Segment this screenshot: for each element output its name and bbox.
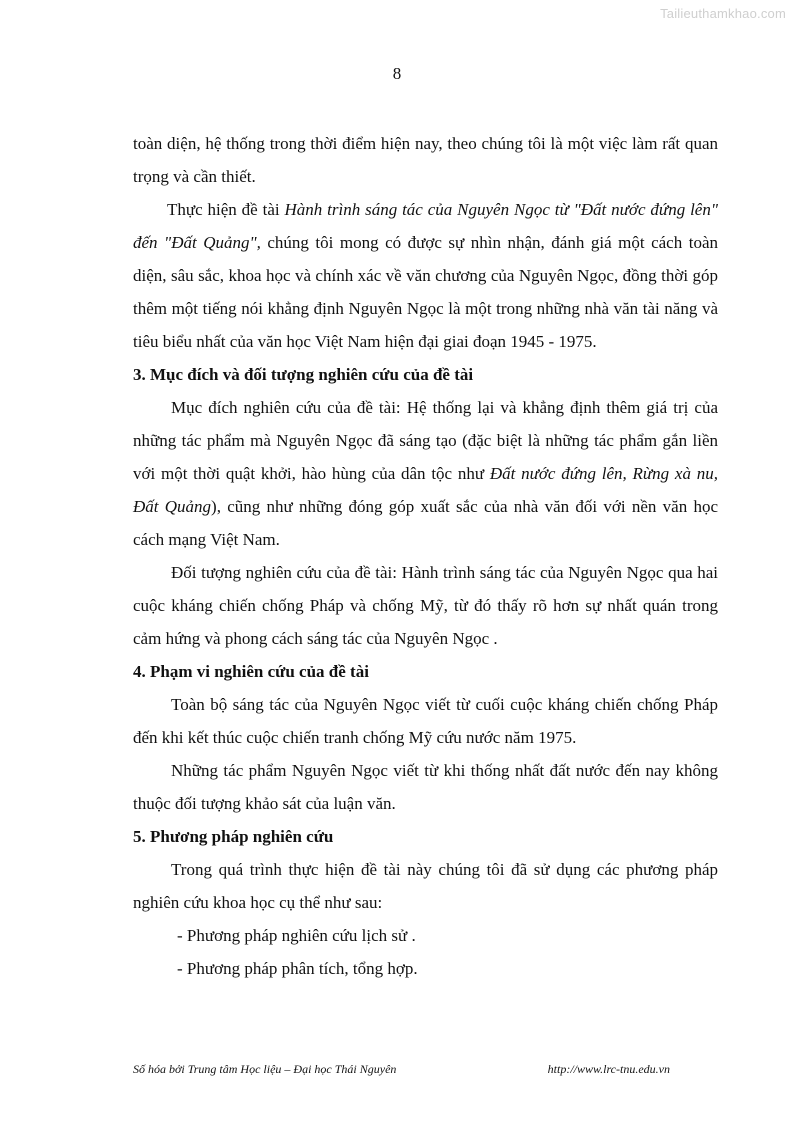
footer-institution: Số hóa bởi Trung tâm Học liệu – Đại học Thái Nguyên — [133, 1062, 397, 1076]
paragraph-scope-excluded: Những tác phẩm Nguyên Ngọc viết từ khi thống nhất đất nước đến nay không thuộc đối tượng khảo sát của luận văn. — [133, 761, 718, 813]
paragraph-topic — [133, 193, 718, 358]
paragraph-purpose-lead: Mục đích nghiên cứu của đề tài: Hệ thống lại và khẳng định thêm giá trị của những tác phẩm mà Nguyên Ngọc đã sáng tạo (đặc biệt là những tác phẩm gắn liền với một thời quật khởi, hào hùng của dân tộc như — [133, 398, 718, 483]
page-number: 8 — [392, 64, 402, 83]
paragraph-intro-continued: toàn diện, hệ thống trong thời điểm hiện nay, theo chúng tôi là một việc làm rất quan trọng và cần thiết. — [133, 134, 718, 186]
thesis-title: Hành trình sáng tác của Nguyên Ngọc từ "Đất nước đứng lên" đến "Đất Quảng", — [133, 200, 718, 252]
list-item: - Phương pháp nghiên cứu lịch sử . — [177, 926, 416, 945]
section-heading-3: 3. Mục đích và đối tượng nghiên cứu của đề tài — [133, 365, 474, 384]
page-footer — [133, 1062, 718, 1077]
section-heading-5: 5. Phương pháp nghiên cứu — [133, 827, 334, 846]
section-heading-4: 4. Phạm vi nghiên cứu của đề tài — [133, 662, 369, 681]
footer-url: http://www.lrc-tnu.edu.vn — [547, 1062, 670, 1076]
paragraph-topic-lead: Thực hiện đề tài — [167, 200, 285, 219]
paragraph-topic-rest: chúng tôi mong có được sự nhìn nhận, đánh giá một cách toàn diện, sâu sắc, khoa học và chính xác về văn chương của Nguyên Ngọc, đồng thời góp thêm một tiếng nói khẳng định Nguyên Ngọc là một trong những nhà văn tài năng và tiêu biểu nhất của văn học Việt Nam hiện đại giai đoạn 1945 - 1975. — [133, 233, 718, 351]
watermark-text: Tailieuthamkhao.com — [660, 6, 786, 21]
paragraph-purpose-rest: ), cũng như những đóng góp xuất sắc của nhà văn đối với nền văn học cách mạng Việt Nam. — [133, 497, 718, 549]
page-content — [133, 127, 718, 985]
paragraph-purpose — [133, 391, 718, 556]
methods-list — [133, 919, 718, 985]
paragraph-scope-included: Toàn bộ sáng tác của Nguyên Ngọc viết từ cuối cuộc kháng chiến chống Pháp đến khi kết thúc cuộc chiến tranh chống Mỹ cứu nước năm 1975. — [133, 695, 718, 747]
works-list: Đất nước đứng lên, Rừng xà nu, Đất Quảng — [133, 464, 718, 516]
paragraph-methods: Trong quá trình thực hiện đề tài này chúng tôi đã sử dụng các phương pháp nghiên cứu khoa học cụ thể như sau: — [133, 860, 718, 912]
paragraph-subject: Đối tượng nghiên cứu của đề tài: Hành trình sáng tác của Nguyên Ngọc qua hai cuộc kháng chiến chống Pháp và chống Mỹ, từ đó thấy rõ hơn sự nhất quán trong cảm hứng và phong cách sáng tác của Nguyên Ngọc . — [133, 563, 718, 648]
list-item: - Phương pháp phân tích, tổng hợp. — [177, 959, 418, 978]
